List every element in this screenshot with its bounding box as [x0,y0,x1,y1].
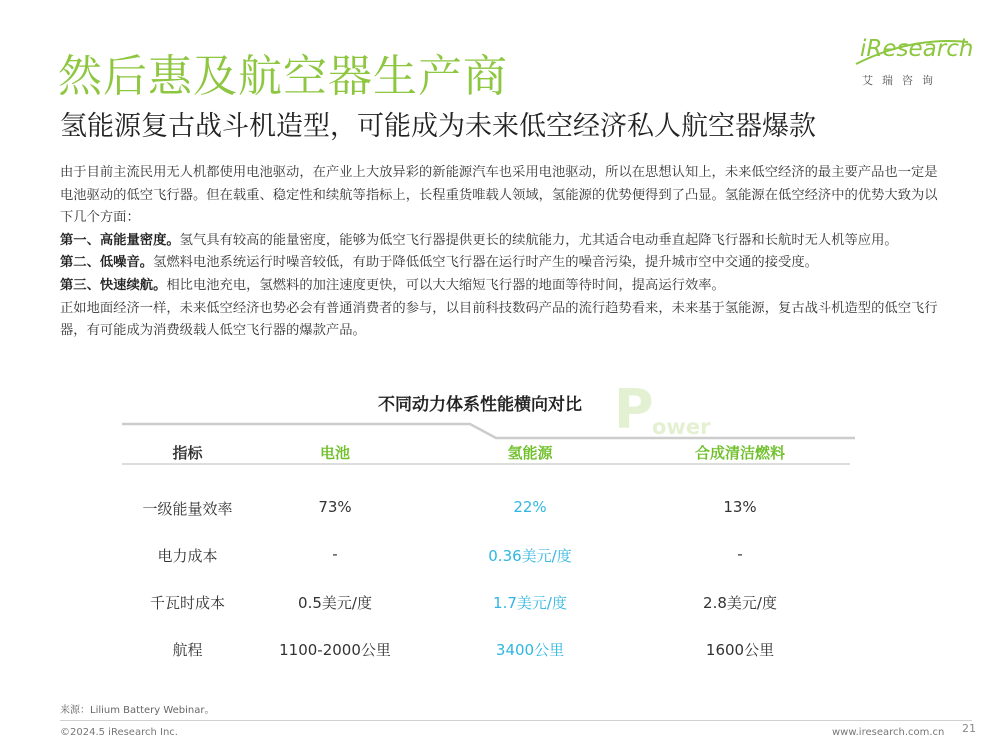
page-number: 21 [962,722,976,735]
power-watermark-rest: ower [652,415,711,439]
page-subtitle: 氢能源复古战斗机造型，可能成为未来低空经济私人航空器爆款 [60,111,816,142]
website-link[interactable]: www.iresearch.com.cn [832,727,945,738]
header-synthetic-fuel: 合成清洁燃料 [694,444,785,462]
row-2-hydrogen: 0.36美元/度 [488,547,572,565]
page-title: 然后惠及航空器生产商 [58,51,508,102]
power-watermark-initial: P [614,378,654,441]
point-1-text: 氢气具有较高的能量密度，能够为低空飞行器提供更长的续航能力，尤其适合电动垂直起降飞行器和长航时无人机等应用。 [179,232,898,248]
row-3-battery: 0.5美元/度 [298,594,372,612]
row-3-synthetic: 2.8美元/度 [703,594,777,612]
row-3-hydrogen: 1.7美元/度 [493,594,567,612]
row-2-metric: 电力成本 [157,547,218,565]
conclusion-paragraph: 正如地面经济一样，未来低空经济也势必会有普通消费者的参与，以目前科技数码产品的流行趋势看来，未来基于氢能源，复古战斗机造型的低空飞行器，有可能成为消费级载人低空飞行器的爆款产品。 [60,300,938,339]
row-4-hydrogen: 3400公里 [495,641,565,659]
point-2-text: 氢燃料电池系统运行时噪音较低，有助于降低低空飞行器在运行时产生的噪音污染，提升城市空中交通的接受度。 [153,255,818,271]
row-1-synthetic: 13% [723,498,757,516]
point-2-head: 第二、低噪音。 [60,255,154,271]
point-3-text: 相比电池充电，氢燃料的加注速度更快，可以大大缩短飞行器的地面等待时间，提高运行效率。 [166,277,725,293]
header-hydrogen: 氢能源 [507,444,553,462]
source-note: 来源：Lilium Battery Webinar。 [60,705,215,716]
copyright-text: ©2024.5 iResearch Inc. [60,727,178,738]
row-2-synthetic: - [737,545,743,563]
point-3-head: 第三、快速续航。 [60,277,167,293]
row-2-battery: - [332,545,338,563]
row-3-metric: 千瓦时成本 [149,594,225,612]
header-battery: 电池 [319,444,350,462]
row-4-metric: 航程 [172,641,203,659]
row-1-battery: 73% [318,498,352,516]
table-title: 不同动力体系性能横向对比 [378,395,582,415]
row-1-metric: 一级能量效率 [142,500,233,518]
header-metric: 指标 [172,444,203,462]
row-1-hydrogen: 22% [513,498,547,516]
logo-wordmark: iResearch [860,36,974,62]
row-4-synthetic: 1600公里 [705,641,775,659]
footer-divider [60,720,972,721]
intro-paragraph: 由于目前主流民用无人机都使用电池驱动，在产业上大放异彩的新能源汽车也采用电池驱动，所以在思想认知上，未来低空经济的最主要产品也一定是电池驱动的低空飞行器。但在载重、稳定性和续航等指标上，长程重货唯载人领域，氢能源的优势便得到了凸显。氢能源在低空经济中的优势大致为以下几个方面： [60,165,938,226]
row-4-battery: 1100-2000公里 [279,641,391,659]
point-1-head: 第一、高能量密度。 [60,232,180,248]
logo-tagline: 艾瑞咨询 [862,74,942,87]
